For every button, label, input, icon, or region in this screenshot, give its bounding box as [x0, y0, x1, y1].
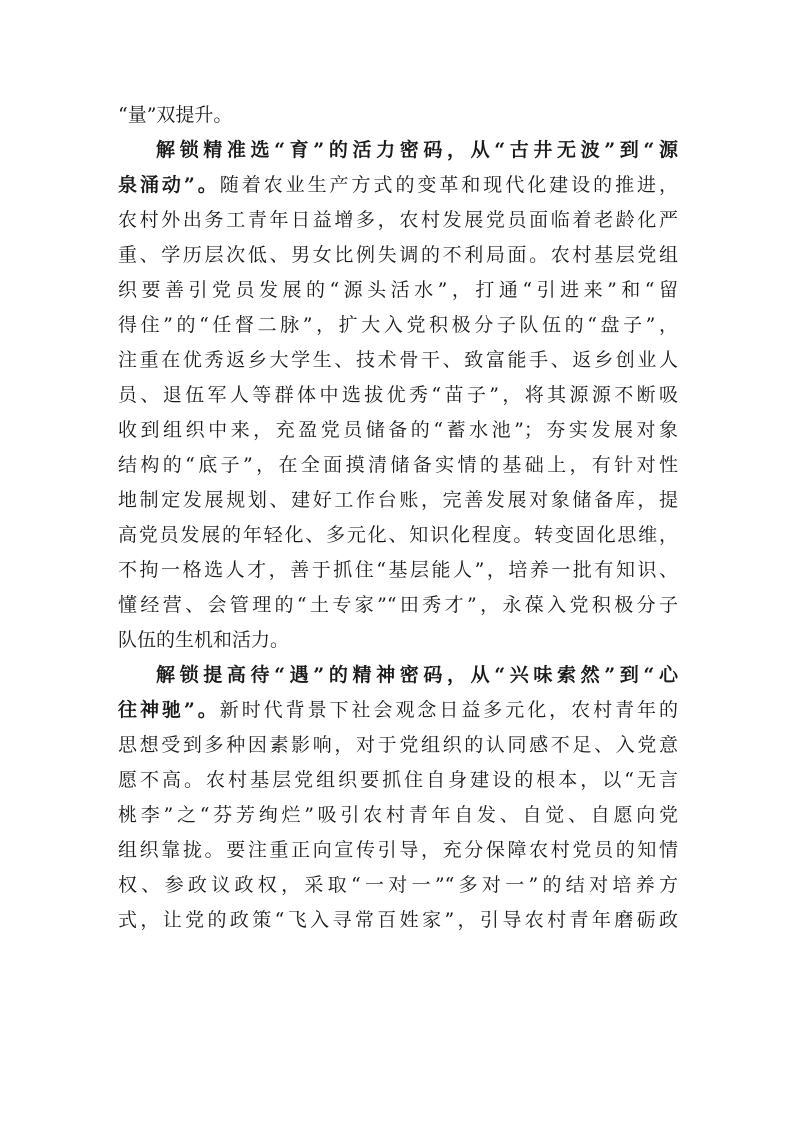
paragraph-heading: 解锁提高待“遇”的精神密码，从“兴味索然”到“心 [156, 664, 678, 686]
text-line: 队伍的生机和活力。 [118, 629, 290, 651]
text-line: 结构的“底子”，在全面摸清储备实情的基础上，有针对性 [118, 454, 678, 476]
text-line: 不拘一格选人才，善于抓住“基层能人”，培养一批有知识、 [118, 559, 678, 581]
text-line: 收到组织中来，充盈党员储备的“蓄水池”；夯实发展对象 [118, 419, 678, 441]
text-line [118, 168, 678, 203]
text-line [118, 693, 678, 728]
text-line: 高党员发展的年轻化、多元化、知识化程度。转变固化思维， [118, 524, 678, 546]
text-line-rest: 新时代背景下社会观念日益多元化，农村青年的 [219, 699, 678, 721]
text-line: 得住”的“任督二脉”，扩大入党积极分子队伍的“盘子”， [118, 314, 678, 336]
paragraph-heading: 解锁精准选“育”的活力密码，从“古井无波”到“源 [156, 139, 678, 161]
body-text [118, 98, 678, 938]
text-line: 织要善引党员发展的“源头活水”，打通“引进来”和“留 [118, 279, 678, 301]
paragraph-heading-tail: 往神驰”。 [118, 699, 220, 721]
text-line: 员、退伍军人等群体中选拔优秀“苗子”，将其源源不断吸 [118, 384, 678, 406]
text-line: 权、参政议政权，采取“一对一”“多对一”的结对培养方 [118, 874, 678, 896]
text-line: 重、学历层次低、男女比例失调的不利局面。农村基层党组 [118, 244, 678, 266]
text-line: “量”双提升。 [118, 104, 233, 126]
paragraph-heading-tail: 泉涌动”。 [118, 174, 220, 196]
text-line: 组织靠拢。要注重正向宣传引导，充分保障农村党员的知情 [118, 839, 678, 861]
text-line: 懂经营、会管理的“土专家”“田秀才”，永葆入党积极分子 [118, 594, 678, 616]
text-line: 注重在优秀返乡大学生、技术骨干、致富能手、返乡创业人 [118, 349, 678, 371]
text-line: 式，让党的政策“飞入寻常百姓家”，引导农村青年磨砺政 [118, 909, 678, 931]
text-line: 愿不高。农村基层党组织要抓住自身建设的根本，以“无言 [118, 769, 678, 791]
text-line: 地制定发展规划、建好工作台账，完善发展对象储备库，提 [118, 489, 678, 511]
text-line: 桃李”之“芬芳绚烂”吸引农村青年自发、自觉、自愿向党 [118, 804, 678, 826]
text-line: 思想受到多种因素影响，对于党组织的认同感不足、入党意 [118, 734, 678, 756]
text-line: 农村外出务工青年日益增多，农村发展党员面临着老龄化严 [118, 209, 678, 231]
text-line-rest: 随着农业生产方式的变革和现代化建设的推进， [219, 174, 678, 196]
